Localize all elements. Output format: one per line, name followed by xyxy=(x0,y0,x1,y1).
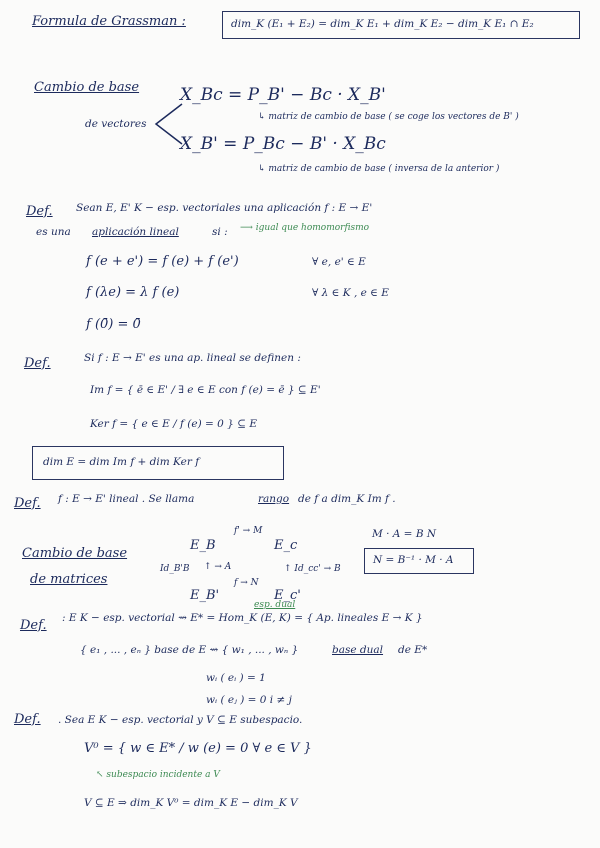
diagram-left-id: Id_B'B xyxy=(160,564,190,574)
def-label-5: Def. xyxy=(14,712,41,727)
def4-w1: wᵢ ( eᵢ ) = 1 xyxy=(206,672,266,684)
grassmann-formula-box xyxy=(222,11,580,39)
dimension-theorem-box xyxy=(32,446,284,480)
base-change-eq-2: X_B' = P_Bc − B' · X_Bc xyxy=(180,134,386,154)
def5-final: V ⊆ E ⇒ dim_K V⁰ = dim_K E − dim_K V xyxy=(84,797,298,809)
diagram-bottom-right: E_c' xyxy=(274,588,301,603)
def4-line2-a: { e₁ , ... , eₙ } base de E ⇝ { w₁ , ... , wₙ } xyxy=(80,644,299,656)
grassmann-title: Formula de Grassman : xyxy=(32,14,186,29)
def1-line2-b: aplicación lineal xyxy=(92,226,179,238)
diagram-left-arrow: ↑ → A xyxy=(204,562,232,572)
def5-v0: V⁰ = { w ∈ E* / w (e) = 0 ∀ e ∈ V } xyxy=(84,741,312,756)
diagram-top-right: E_c xyxy=(274,538,298,553)
def1-rule-1-cond: ∀ e, e' ∈ E xyxy=(312,256,366,268)
def3-text-b: rango xyxy=(258,493,290,505)
def1-rule-2: f (λe) = λ f (e) xyxy=(86,285,180,300)
def-label-4: Def. xyxy=(20,618,47,633)
def3-text-a: f : E → E' lineal . Se llama xyxy=(58,493,195,505)
matrix-relation-2: N = B⁻¹ · M · A xyxy=(373,554,454,566)
def-label-2: Def. xyxy=(24,356,51,371)
def1-line1: Sean E, E' K − esp. vectoriales una aplicación f : E → E' xyxy=(76,202,373,214)
def4-line2-c: de E* xyxy=(398,644,428,656)
def-label-1: Def. xyxy=(26,204,53,219)
def4-line2-b: base dual xyxy=(332,644,384,656)
def3-text-c: de f a dim_K Im f . xyxy=(298,493,396,505)
dimension-theorem: dim E = dim Im f + dim Ker f xyxy=(43,456,200,468)
section-title-vectores: Cambio de base xyxy=(34,80,140,95)
def1-rule-2-cond: ∀ λ ∈ K , e ∈ E xyxy=(312,287,389,299)
def4-w2: wᵢ ( eⱼ ) = 0 i ≠ j xyxy=(206,694,292,706)
def-label-3: Def. xyxy=(14,496,41,511)
section-subtitle-matrices: de matrices xyxy=(30,572,108,587)
def2-line1: Si f : E → E' es una ap. lineal se definen : xyxy=(84,352,301,364)
diagram-top-left: E_B xyxy=(190,538,216,553)
def5-annotation: ↖ subespacio incidente a V xyxy=(96,770,220,780)
def2-image: Im f = { ē ∈ E' / ∃ e ∈ E con f (e) = ē } ⊆ E' xyxy=(90,384,321,396)
section-title-matrices: Cambio de base xyxy=(22,546,128,561)
diagram-bottom-left: E_B' xyxy=(190,588,220,603)
matrix-relation-1: M · A = B N xyxy=(372,528,437,540)
def1-line2-a: es una xyxy=(36,226,71,238)
diagram-bottom-arrow: f → N xyxy=(234,578,259,588)
diagram-right-id: ↑ Id_cc' → B xyxy=(284,564,341,574)
diagram-top-arrow: f' → M xyxy=(234,526,263,536)
def1-rule-3: f (0̄) = 0̄ xyxy=(86,317,141,332)
base-change-note-1: ↳ matriz de cambio de base ( se coge los vectores de B' ) xyxy=(258,112,519,122)
base-change-eq-1: X_Bc = P_B' − Bc · X_B' xyxy=(180,85,386,105)
def1-rule-1: f (e + e') = f (e) + f (e') xyxy=(86,254,239,269)
def4-line1: : E K − esp. vectorial ⇝ E* = Hom_K (E, K) = { Ap. lineales E → K } xyxy=(62,612,423,624)
def5-line1: . Sea E K − esp. vectorial y V ⊆ E subespacio. xyxy=(58,714,303,726)
matrix-relation-box xyxy=(364,548,474,574)
def1-annotation: ⟶ igual que homomorfismo xyxy=(240,223,370,233)
def1-line2-c: si : xyxy=(212,226,228,238)
def2-kernel: Ker f = { e ∈ E / f (e) = 0 } ⊆ E xyxy=(90,418,257,430)
section-subtitle-vectores: de vectores xyxy=(85,118,147,130)
grassmann-formula: dim_K (E₁ + E₂) = dim_K E₁ + dim_K E₂ − dim_K E₁ ∩ E₂ xyxy=(231,18,534,30)
def4-esp-dual: esp. dual xyxy=(254,600,296,610)
base-change-note-2: ↳ matriz de cambio de base ( inversa de la anterior ) xyxy=(258,164,500,174)
